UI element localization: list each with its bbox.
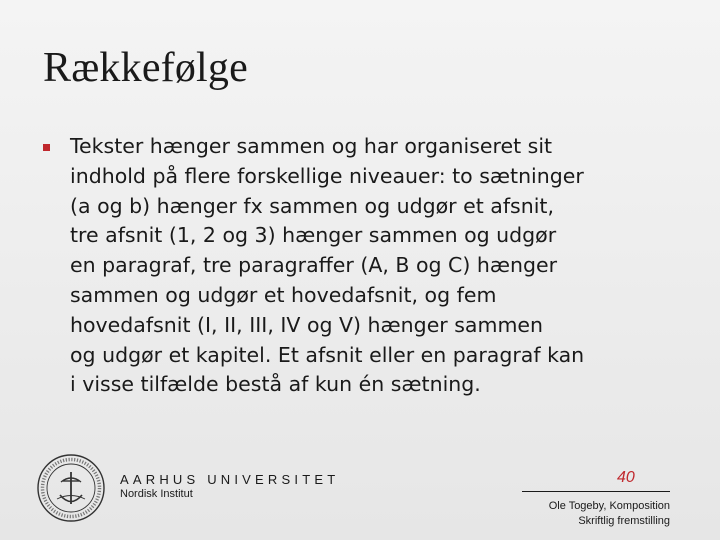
- university-name: AARHUS UNIVERSITET: [120, 472, 340, 487]
- bullet-text: [70, 132, 685, 400]
- footer-divider: [522, 491, 670, 492]
- bullet-line: i visse tilfælde bestå af kun én sætning.: [70, 372, 481, 397]
- bullet-line: tre afsnit (1, 2 og 3) hænger sammen og udgør: [70, 223, 557, 248]
- course-line: Skriftlig fremstilling: [578, 515, 670, 527]
- institute-name: Nordisk Institut: [120, 488, 193, 500]
- bullet-line: en paragraf, tre paragraffer (A, B og C) hænger: [70, 253, 558, 278]
- bullet-line: Tekster hænger sammen og har organiseret sit: [70, 134, 553, 158]
- author-block: [549, 499, 670, 529]
- author-line: Ole Togeby, Komposition: [548, 500, 670, 512]
- bullet-line: (a og b) hænger fx sammen og udgør et afsnit,: [70, 193, 554, 218]
- bullet-line: hovedafsnit (I, II, III, IV og V) hænger sammen: [70, 312, 544, 337]
- bullet-list: [40, 132, 685, 400]
- page-number: 40: [617, 469, 635, 486]
- square-bullet-icon: [43, 144, 50, 151]
- bullet-line: indhold på flere forskellige niveauer: to sætninger: [70, 163, 584, 188]
- bullet-item: [40, 132, 685, 400]
- bullet-line: og udgør et kapitel. Et afsnit eller en paragraf kan: [70, 342, 585, 367]
- university-seal-icon: [35, 448, 107, 528]
- bullet-line: sammen og udgør et hovedafsnit, og fem: [70, 282, 497, 307]
- slide-title: Rækkefølge: [43, 45, 248, 91]
